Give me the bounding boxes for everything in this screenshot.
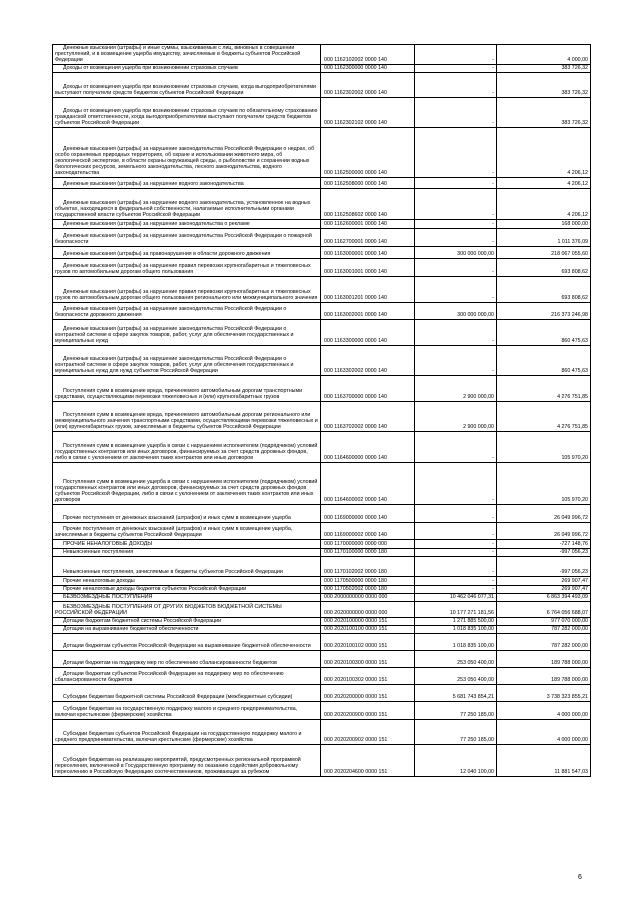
table-row (53, 302, 591, 319)
row-name-cell: Поступления сумм в возмещение ущерба в связи с нарушением исполнителем (подрядчиком) условий государственных контрактов или иных договоров, финансируемых за счет средств дорожных фондов, либо в связи с уклонением от заключения таких контрактов или иных договоров (53, 431, 321, 462)
row-fact-cell: 216 373 246,98 (497, 302, 591, 319)
table-row (53, 45, 591, 65)
row-plan-cell: 77 250 185,00 (415, 719, 497, 744)
row-name-cell: Прочие неналоговые доходы (53, 576, 321, 585)
table-row (53, 64, 591, 72)
row-fact-cell: 4 276 751,85 (497, 375, 591, 401)
table-row (53, 617, 591, 625)
row-fact-cell: 860 475,63 (497, 319, 591, 345)
row-code-cell: 000 1170100000 0000 180 (321, 548, 415, 556)
row-code-cell: 000 2020100300 0000 151 (321, 650, 415, 667)
row-name-cell: Субсидии бюджетам бюджетной системы Российской Федерации (межбюджетные субсидии) (53, 684, 321, 701)
row-name-cell: Прочие неналоговые доходы бюджетов субъектов Российской Федерации (53, 585, 321, 593)
row-fact-cell: 4 206,12 (497, 127, 591, 177)
row-name-cell: ПРОЧИЕ НЕНАЛОГОВЫЕ ДОХОДЫ (53, 539, 321, 548)
row-plan-cell: - (415, 64, 497, 72)
row-name-cell: Денежные взыскания (штрафы) за нарушение правил перевозки крупногабаритных и тяжеловесных грузов по автомобильным дорогам общего пользования регионального или межмуниципального значения (53, 276, 321, 302)
row-code-cell: 000 1164600002 0000 140 (321, 462, 415, 504)
row-plan-cell: 253 050 400,00 (415, 650, 497, 667)
row-code-cell: 000 2020000000 0000 000 (321, 601, 415, 617)
table-row (53, 504, 591, 522)
row-code-cell: 000 1163001001 0000 140 (321, 258, 415, 276)
row-code-cell: 000 1163000001 0000 140 (321, 246, 415, 258)
row-plan-cell: 1 018 835 100,00 (415, 625, 497, 633)
table-row (53, 219, 591, 228)
row-fact-cell: 693 808,62 (497, 276, 591, 302)
row-name-cell: Дотации бюджетам субъектов Российской Федерации на выравнивание бюджетной обеспеченности (53, 633, 321, 650)
row-fact-cell: 4 206,12 (497, 188, 591, 219)
row-plan-cell: - (415, 228, 497, 246)
row-plan-cell: 300 000 000,00 (415, 302, 497, 319)
table-row (53, 462, 591, 504)
row-fact-cell: 383 726,32 (497, 72, 591, 97)
table-row (53, 684, 591, 701)
row-plan-cell: 2 900 000,00 (415, 401, 497, 431)
row-name-cell: Денежные взыскания (штрафы) за нарушение законодательства Российской Федерации о контрактной системе в сфере закупок товаров, работ, услуг для обеспечения государственных и муниципальных нужд (53, 319, 321, 345)
row-plan-cell: - (415, 539, 497, 548)
table-row (53, 228, 591, 246)
row-fact-cell: 4 000 000,00 (497, 701, 591, 719)
row-code-cell: 000 1162508000 0000 140 (321, 177, 415, 188)
table-row (53, 246, 591, 258)
row-code-cell: 000 1162700001 0000 140 (321, 228, 415, 246)
page-number: 6 (578, 874, 582, 881)
row-code-cell: 000 1163002001 0000 140 (321, 302, 415, 319)
row-name-cell: Прочие поступления от денежных взысканий (штрафов) и иных сумм в возмещение ущерба, зачисляемые в бюджеты субъектов Российской Федерации (53, 522, 321, 539)
table-row (53, 585, 591, 593)
row-name-cell: Поступления сумм в возмещение вреда, причиняемого автомобильным дорогам транспортными средствами, осуществляющими перевозки тяжеловесных и (или) крупногабаритных грузов (53, 375, 321, 401)
row-fact-cell: 6 863 394 493,09 (497, 593, 591, 601)
row-name-cell: Доходы от возмещения ущерба при возникновении страховых случаев по обязательному страхованию гражданской ответственности, когда выгодоприобретателями выступают получатели средств бюджетов субъектов Российской Федерации (53, 97, 321, 127)
row-name-cell: БЕЗВОЗМЕЗДНЫЕ ПОСТУПЛЕНИЯ ОТ ДРУГИХ БЮДЖЕТОВ БЮДЖЕТНОЙ СИСТЕМЫ РОССИЙСКОЙ ФЕДЕРАЦИИ (53, 601, 321, 617)
row-code-cell: 000 2020200000 0000 151 (321, 684, 415, 701)
table-row (53, 127, 591, 177)
row-plan-cell: - (415, 548, 497, 556)
table-row (53, 719, 591, 744)
table-row (53, 276, 591, 302)
row-code-cell: 000 1163001201 0000 140 (321, 276, 415, 302)
row-plan-cell: - (415, 319, 497, 345)
row-code-cell: 000 1162500000 0000 140 (321, 127, 415, 177)
row-plan-cell: - (415, 177, 497, 188)
row-plan-cell: 1 271 885 500,00 (415, 617, 497, 625)
row-plan-cell: - (415, 576, 497, 585)
row-fact-cell: 218 067 055,60 (497, 246, 591, 258)
row-name-cell: Денежные взыскания (штрафы) за нарушение законодательства Российской Федерации о недрах, об особо охраняемых природных территориях, об охране и использовании животного мира, об экологической экспертизе, в области охраны окружающей среды, о рыболовстве и сохранении водных биологических ресурсов, земельного законодательства, лесного законодательства, водного законодательства (53, 127, 321, 177)
row-code-cell: 000 1163702002 0000 140 (321, 401, 415, 431)
row-fact-cell: 105 970,20 (497, 462, 591, 504)
row-fact-cell: 269 907,47 (497, 585, 591, 593)
row-plan-cell: - (415, 504, 497, 522)
row-name-cell: Дотации бюджетам бюджетной системы Российской Федерации (53, 617, 321, 625)
row-code-cell: 000 2020100100 0000 151 (321, 625, 415, 633)
table-row (53, 522, 591, 539)
row-code-cell: 000 1163302002 0000 140 (321, 345, 415, 375)
table-row (53, 319, 591, 345)
row-name-cell: БЕЗВОЗМЕЗДНЫЕ ПОСТУПЛЕНИЯ (53, 593, 321, 601)
row-plan-cell: - (415, 127, 497, 177)
row-fact-cell: 860 475,63 (497, 345, 591, 375)
table-row (53, 177, 591, 188)
row-name-cell: Денежные взыскания (штрафы) за правонарушения в области дорожного движения (53, 246, 321, 258)
row-fact-cell: -997 056,23 (497, 556, 591, 576)
row-name-cell: Денежные взыскания (штрафы) за нарушение правил перевозки крупногабаритных и тяжеловесных грузов по автомобильным дорогам общего пользования (53, 258, 321, 276)
row-name-cell: Субсидия бюджетам на реализацию мероприятий, предусмотренных региональной программой переселения, включенной в Государственную программу по оказанию содействия добровольному переселению в Российскую Федерацию соотечественников, проживающих за рубежом (53, 744, 321, 776)
table-row (53, 375, 591, 401)
table-row (53, 625, 591, 633)
row-fact-cell: -997 056,23 (497, 548, 591, 556)
row-fact-cell: 693 808,62 (497, 258, 591, 276)
row-code-cell: 000 1162302002 0000 140 (321, 72, 415, 97)
row-name-cell: Денежные взыскания (штрафы) за нарушение законодательства Российской Федерации о безопасности дорожного движения (53, 302, 321, 319)
row-fact-cell: 787 282 000,00 (497, 633, 591, 650)
table-row (53, 539, 591, 548)
row-name-cell: Дотации бюджетам субъектов Российской Федерации на поддержку мер по обеспечению сбалансированности бюджетов (53, 667, 321, 684)
table-row (53, 188, 591, 219)
row-name-cell: Поступления сумм в возмещение вреда, причиняемого автомобильным дорогам регионального или межмуниципального значения транспортными средствами, осуществляющими перевозки тяжеловесных и (или) крупногабаритных грузов, зачисляемые в бюджеты субъектов Российской Федерации (53, 401, 321, 431)
table-row (53, 401, 591, 431)
row-code-cell: 000 1169000000 0000 140 (321, 504, 415, 522)
row-fact-cell: 189 788 000,00 (497, 650, 591, 667)
row-fact-cell: 26 049 996,72 (497, 504, 591, 522)
table-row (53, 744, 591, 776)
row-fact-cell: 1 011 376,09 (497, 228, 591, 246)
row-code-cell: 000 1169000002 0000 140 (321, 522, 415, 539)
row-name-cell: Денежные взыскания (штрафы) за нарушение законодательства о рекламе (53, 219, 321, 228)
budget-revenue-table-page (52, 44, 590, 777)
row-name-cell: Прочие поступления от денежных взысканий (штрафов) и иных сумм в возмещение ущерба (53, 504, 321, 522)
row-plan-cell: 5 681 743 854,21 (415, 684, 497, 701)
row-fact-cell: 26 049 996,72 (497, 522, 591, 539)
row-plan-cell: 253 050 400,00 (415, 667, 497, 684)
row-code-cell: 000 2020100102 0000 151 (321, 633, 415, 650)
row-name-cell: Субсидии бюджетам на государственную поддержку малого и среднего предпринимательства, включая крестьянские (фермерские) хозяйства (53, 701, 321, 719)
row-plan-cell: 300 000 000,00 (415, 246, 497, 258)
row-fact-cell: 383 726,32 (497, 97, 591, 127)
row-code-cell: 000 2020100302 0000 151 (321, 667, 415, 684)
row-code-cell: 000 1162102002 0000 140 (321, 45, 415, 65)
row-name-cell: Невыясненные поступления, зачисляемые в бюджеты субъектов Российской Федерации (53, 556, 321, 576)
row-code-cell: 000 1170102002 0000 180 (321, 556, 415, 576)
table-row (53, 97, 591, 127)
row-fact-cell: 4 000 000,00 (497, 719, 591, 744)
row-plan-cell: - (415, 188, 497, 219)
row-plan-cell: 77 250 185,00 (415, 701, 497, 719)
table-row (53, 601, 591, 617)
row-fact-cell: 269 907,47 (497, 576, 591, 585)
row-fact-cell: 11 881 547,03 (497, 744, 591, 776)
row-fact-cell: 977 070 000,00 (497, 617, 591, 625)
row-plan-cell: - (415, 276, 497, 302)
table-row (53, 593, 591, 601)
table-row (53, 72, 591, 97)
row-plan-cell: 12 040 100,00 (415, 744, 497, 776)
row-code-cell: 000 1163700000 0000 140 (321, 375, 415, 401)
row-name-cell: Поступления сумм в возмещение ущерба в связи с нарушением исполнителем (подрядчиком) условий государственных контрактов или иных договоров, финансируемых за счет средств дорожных фондов субъектов Российской Федерации, либо в связи с уклонением от заключения таких контрактов или иных договоров (53, 462, 321, 504)
table-row (53, 556, 591, 576)
revenue-table-body (53, 45, 591, 777)
row-name-cell: Денежные взыскания (штрафы) за нарушение водного законодательства (53, 177, 321, 188)
row-plan-cell: 10 177 271 181,56 (415, 601, 497, 617)
row-fact-cell: -727 148,76 (497, 539, 591, 548)
row-plan-cell: - (415, 258, 497, 276)
row-plan-cell: 1 018 835 100,00 (415, 633, 497, 650)
row-code-cell: 000 2020204600 0000 151 (321, 744, 415, 776)
row-fact-cell: 105 970,20 (497, 431, 591, 462)
row-fact-cell: 4 276 751,85 (497, 401, 591, 431)
row-name-cell: Доходы от возмещения ущерба при возникновении страховых случаев (53, 64, 321, 72)
row-fact-cell: 787 282 000,00 (497, 625, 591, 633)
row-code-cell: 000 1162300000 0000 140 (321, 64, 415, 72)
row-plan-cell: - (415, 585, 497, 593)
row-plan-cell: - (415, 556, 497, 576)
table-row (53, 345, 591, 375)
row-plan-cell: - (415, 72, 497, 97)
table-row (53, 701, 591, 719)
row-code-cell: 000 1162508602 0000 140 (321, 188, 415, 219)
table-row (53, 633, 591, 650)
row-plan-cell: - (415, 45, 497, 65)
row-name-cell: Дотации бюджетам на поддержку мер по обеспечению сбалансированности бюджетов (53, 650, 321, 667)
row-plan-cell: - (415, 431, 497, 462)
row-plan-cell: - (415, 219, 497, 228)
row-name-cell: Денежные взыскания (штрафы) за нарушение законодательства Российской Федерации о пожарной безопасности (53, 228, 321, 246)
row-name-cell: Доходы от возмещения ущерба при возникновении страховых случаев, когда выгодоприобретателями выступают получатели средств бюджетов субъектов Российской Федерации (53, 72, 321, 97)
row-code-cell: 000 1164600000 0000 140 (321, 431, 415, 462)
row-name-cell: Денежные взыскания (штрафы) за нарушение водного законодательства, установленное на водных объектах, находящихся в федеральной собственности, налагаемые исполнительными органами государственной власти субъектов Российской Федерации (53, 188, 321, 219)
row-fact-cell: 4 000,00 (497, 45, 591, 65)
row-name-cell: Денежные взыскания (штрафы) за нарушение законодательства Российской Федерации о контрактной системе в сфере закупок товаров, работ, услуг для обеспечения государственных и муниципальных нужд для нужд субъектов Российской Федерации (53, 345, 321, 375)
row-plan-cell: 10 462 046 077,31 (415, 593, 497, 601)
row-name-cell: Денежные взыскания (штрафы) и иные суммы, взыскиваемые с лиц, виновных в совершении преступлений, и в возмещение ущерба имуществу, зачисляемые в бюджеты субъектов Российской Федерации (53, 45, 321, 65)
row-code-cell: 000 2020100000 0000 151 (321, 617, 415, 625)
row-plan-cell: - (415, 97, 497, 127)
row-name-cell: Невыясненные поступления (53, 548, 321, 556)
row-plan-cell: - (415, 462, 497, 504)
table-row (53, 548, 591, 556)
row-code-cell: 000 2000000000 0000 000 (321, 593, 415, 601)
row-code-cell: 000 2020200900 0000 151 (321, 701, 415, 719)
row-code-cell: 000 1163300000 0000 140 (321, 319, 415, 345)
table-row (53, 258, 591, 276)
row-fact-cell: 189 788 000,00 (497, 667, 591, 684)
row-fact-cell: 6 764 056 688,07 (497, 601, 591, 617)
table-row (53, 650, 591, 667)
row-code-cell: 000 2020200902 0000 151 (321, 719, 415, 744)
table-row (53, 431, 591, 462)
row-name-cell: Дотации на выравнивание бюджетной обеспеченности (53, 625, 321, 633)
row-code-cell: 000 1170000000 0000 000 (321, 539, 415, 548)
row-plan-cell: - (415, 522, 497, 539)
row-fact-cell: 168 000,00 (497, 219, 591, 228)
row-code-cell: 000 1162302102 0000 140 (321, 97, 415, 127)
row-plan-cell: 2 900 000,00 (415, 375, 497, 401)
row-plan-cell: - (415, 345, 497, 375)
row-fact-cell: 3 738 323 855,21 (497, 684, 591, 701)
row-code-cell: 000 1170502002 0000 180 (321, 585, 415, 593)
row-code-cell: 000 1162600001 0000 140 (321, 219, 415, 228)
table-row (53, 667, 591, 684)
row-fact-cell: 4 206,12 (497, 177, 591, 188)
row-code-cell: 000 1170500000 0000 180 (321, 576, 415, 585)
row-fact-cell: 383 726,32 (497, 64, 591, 72)
row-name-cell: Субсидии бюджетам субъектов Российской Федерации на государственную поддержку малого и среднего предпринимательства, включая крестьянские (фермерские) хозяйства (53, 719, 321, 744)
table-row (53, 576, 591, 585)
revenue-table (52, 44, 591, 777)
